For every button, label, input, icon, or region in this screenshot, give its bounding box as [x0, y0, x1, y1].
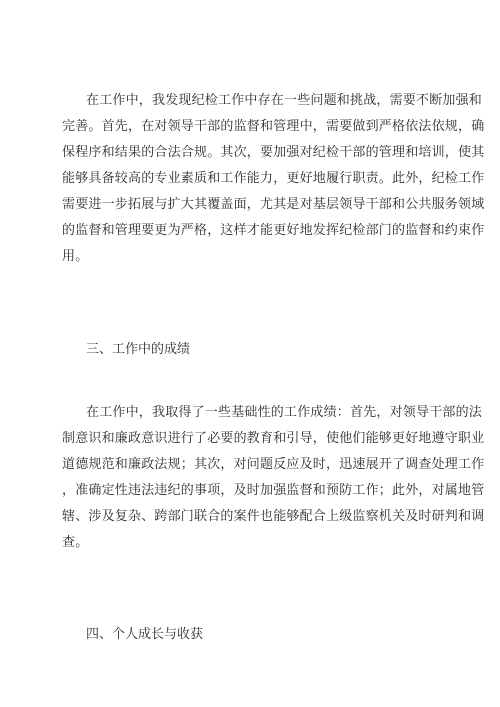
paragraph-line: 能够具备较高的专业素质和工作能力，更好地履行职责。此外，纪检工作: [62, 171, 485, 186]
paragraph-line: 道德规范和廉政法规；其次，对问题反应及时，迅速展开了调查处理工作: [62, 457, 485, 472]
paragraph-line: ，准确定性违法违纪的事项，及时加强监督和预防工作；此外，对属地管: [62, 483, 485, 498]
paragraph-work-problems: [62, 88, 485, 270]
paragraph-line: 用。: [62, 249, 89, 264]
paragraph-line: 查。: [62, 535, 89, 550]
paragraph-line: 在工作中，我发现纪检工作中存在一些问题和挑战，需要不断加强和: [86, 93, 483, 108]
paragraph-line: 需要进一步拓展与扩大其覆盖面，尤其是对基层领导干部和公共服务领域: [62, 197, 485, 212]
paragraph-line: 制意识和廉政意识进行了必要的教育和引导，使他们能够更好地遵守职业: [62, 431, 485, 446]
paragraph-line: 保程序和结果的合法合规。其次，要加强对纪检干部的管理和培训，使其: [62, 145, 485, 160]
paragraph-line: 辖、涉及复杂、跨部门联合的案件也能够配合上级监察机关及时研判和调: [62, 509, 485, 524]
section-heading-personal-growth: 四、个人成长与收获: [86, 627, 204, 642]
section-heading-achievements: 三、工作中的成绩: [86, 342, 191, 357]
paragraph-line: 的监督和管理要更为严格，这样才能更好地发挥纪检部门的监督和约束作: [62, 223, 485, 238]
paragraph-achievements: [62, 400, 485, 556]
paragraph-line: 在工作中，我取得了一些基础性的工作成绩：首先，对领导干部的法: [86, 405, 483, 420]
paragraph-line: 完善。首先，在对领导干部的监督和管理中，需要做到严格依法依规，确: [62, 119, 485, 134]
